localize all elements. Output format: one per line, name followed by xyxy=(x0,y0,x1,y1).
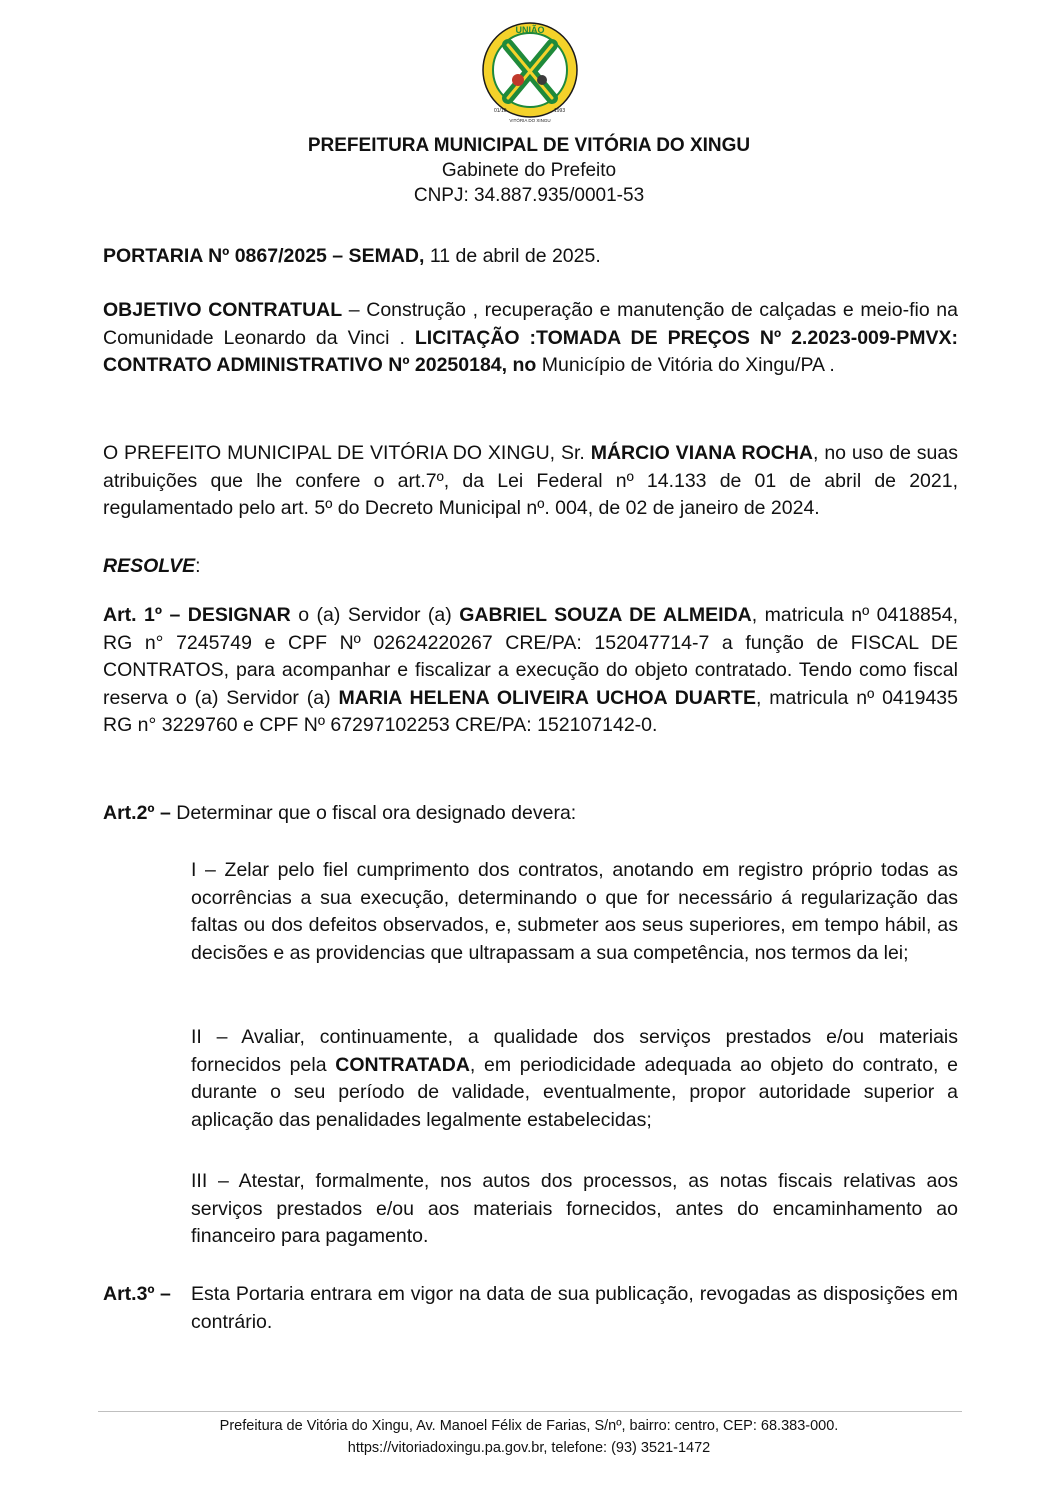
article-2-item-2 xyxy=(191,1024,958,1134)
preamble-text-a: O PREFEITO MUNICIPAL DE VITÓRIA DO XINGU, Sr. xyxy=(103,442,591,464)
licitacao-reference: LICITAÇÃO :TOMADA DE PREÇOS Nº 2.2023-009-PMVX: CONTRATO ADMINISTRATIVO Nº 20250184, no xyxy=(103,326,958,376)
contratada-label: CONTRATADA xyxy=(335,1053,470,1076)
article-2 xyxy=(103,800,958,828)
item-2-text-a: II – Avaliar, continuamente, a qualidade dos serviços prestados e/ou materiais fornecidos pela xyxy=(191,1026,958,1076)
resolve-heading xyxy=(103,553,958,581)
svg-text:1993: 1993 xyxy=(554,108,566,114)
article-2-text: Determinar que o fiscal ora designado devera: xyxy=(170,802,577,824)
article-2-item-1: I – Zelar pelo fiel cumprimento dos contratos, anotando em registro próprio todas as ocorrências a sua execução, determinando o que for necessário á regularização das faltas ou dos defeitos observados, e, submeter aos seus superiores, em tempo hábil, as decisões e as providencias que ultrapassam a sua competência, nos termos da lei; xyxy=(191,859,958,964)
footer-address: Prefeitura de Vitória do Xingu, Av. Manoel Félix de Farias, S/nº, bairro: centro, CEP: 68.383-000. xyxy=(219,1418,839,1434)
preamble-text-b: , no uso de suas atribuições que lhe confere o art.7º, da Lei Federal nº 14.133 de 01 de abril de 2021, regulamentado pelo art. 5º do Decreto Municipal nº. 004, de 02 de janeiro de 2024. xyxy=(103,442,958,519)
objetivo-label: OBJETIVO CONTRATUAL xyxy=(103,299,343,321)
article-1-label: Art. 1º – DESIGNAR xyxy=(103,604,291,626)
objetivo-text-end: Município de Vitória do Xingu/PA . xyxy=(536,354,835,376)
portaria-number: PORTARIA Nº 0867/2025 – SEMAD, xyxy=(103,245,425,267)
resolve-label: RESOLVE xyxy=(103,555,196,577)
svg-text:VITÓRIA DO XINGU: VITÓRIA DO XINGU xyxy=(509,118,551,123)
objetivo-text: – Construção , recuperação e manutenção de calçadas e meio-fio na Comunidade Leonardo da Vinci . xyxy=(103,299,958,349)
fiscal-name: GABRIEL SOUZA DE ALMEIDA xyxy=(459,604,752,626)
svg-text:UNIÃO: UNIÃO xyxy=(515,25,545,35)
article-1-text-c: , matricula nº 0419435 RG n° 3229760 e CPF Nº 67297102253 CRE/PA: 152107142-0. xyxy=(103,686,958,736)
municipal-seal-logo xyxy=(478,20,582,128)
svg-text:01/10: 01/10 xyxy=(494,108,507,114)
office-subtitle: Gabinete do Prefeito xyxy=(441,160,617,181)
article-1-text-a: o (a) Servidor (a) xyxy=(290,604,460,626)
article-3-text: Esta Portaria entrara em vigor na data de sua publicação, revogadas as disposições em contrário. xyxy=(191,1283,958,1333)
article-3-label: Art.3º – xyxy=(103,1283,171,1305)
reserve-fiscal-name: MARIA HELENA OLIVEIRA UCHOA DUARTE xyxy=(338,686,756,709)
portaria-date: 11 de abril de 2025. xyxy=(424,245,601,267)
mayor-name: MÁRCIO VIANA ROCHA xyxy=(590,442,814,464)
objetivo-paragraph xyxy=(103,297,958,380)
footer xyxy=(0,1415,1058,1459)
portaria-heading xyxy=(103,243,958,271)
article-2-label: Art.2º – xyxy=(103,802,171,824)
item-2-text-b: , em periodicidade adequada ao objeto do contrato, e durante o seu período de validade, eventualmente, propor autoridade superior a aplicação das penalidades legalmente estabelecidas; xyxy=(191,1053,958,1131)
cnpj-line: CNPJ: 34.887.935/0001-53 xyxy=(413,185,645,206)
article-1-text-b: , matricula nº 0418854, RG n° 7245749 e CPF Nº 02624220267 CRE/PA: 152047714-7 a função de FISCAL DE CONTRATOS, para acompanhar e fiscalizar a execução do objeto contratado. Tendo como fiscal reserva o (a) Servidor (a) xyxy=(103,604,959,709)
institution-title: PREFEITURA MUNICIPAL DE VITÓRIA DO XINGU xyxy=(307,135,751,156)
footer-contact: https://vitoriadoxingu.pa.gov.br, telefone: (93) 3521-1472 xyxy=(347,1440,711,1456)
letterhead xyxy=(0,133,1058,208)
resolve-colon: : xyxy=(195,555,201,577)
footer-divider xyxy=(98,1411,962,1412)
preamble-paragraph xyxy=(103,440,958,523)
article-2-item-3: III – Atestar, formalmente, nos autos dos processos, as notas fiscais relativas aos serviços prestados e/ou aos materiais fornecidos, antes do encaminhamento ao financeiro para pagamento. xyxy=(191,1170,958,1247)
article-1 xyxy=(103,602,958,740)
